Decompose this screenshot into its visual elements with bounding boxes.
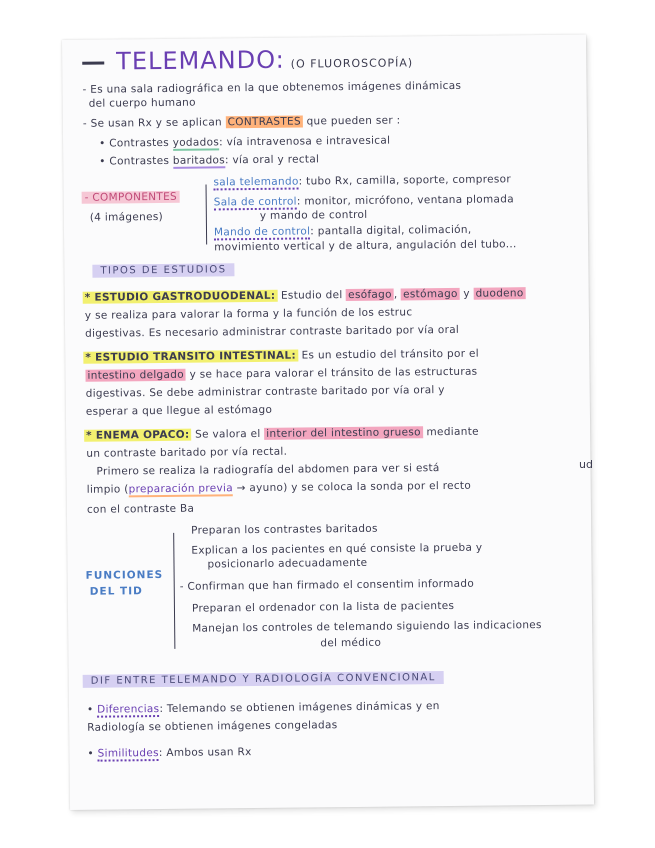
component-sala-control-cont: y mando de control bbox=[259, 208, 368, 222]
component-sala-telemando: sala telemando: tubo Rx, camilla, soporte, compresor bbox=[213, 173, 512, 189]
title-dash bbox=[82, 61, 104, 64]
similitudes-label: Similitudes bbox=[97, 747, 159, 760]
contrast-yodados: • Contrastes yodados: vía intravenosa e intravesical bbox=[99, 134, 391, 150]
component-sala-control: Sala de control: monitor, micrófono, ventana plomada bbox=[213, 193, 515, 209]
transito-line-4: esperar a que llegue al estómago bbox=[85, 403, 273, 418]
enema-line-2: un contraste baritado por vía rectal. bbox=[86, 445, 288, 460]
diferencias-line: • Diferencias: Telemando se obtienen imágenes dinámicas y en bbox=[86, 700, 440, 716]
gastro-label: * ESTUDIO GASTRODUODENAL: bbox=[84, 289, 276, 304]
transito-line-2: intestino delgado y se hace para valorar el tránsito de las estructuras bbox=[87, 365, 478, 382]
component-mando-control-cont: movimiento vertical y de altura, angulación del tubo... bbox=[214, 238, 517, 254]
enema-line-1: * ENEMA OPACO: Se valora el interior del intestino grueso mediante bbox=[86, 425, 479, 442]
funcion-4: Preparan el ordenador con la lista de pacientes bbox=[191, 599, 455, 615]
components-sublabel: (4 imágenes) bbox=[89, 210, 164, 224]
enema-label: * ENEMA OPACO: bbox=[86, 428, 190, 442]
funcion-5-cont: del médico bbox=[320, 636, 382, 650]
enema-line-3: Primero se realiza la radiografía del abdomen para ver si está bbox=[96, 462, 440, 478]
gastro-line-2: y se realiza para valorar la forma y la función de los estruc bbox=[84, 306, 413, 322]
transito-label: * ESTUDIO TRANSITO INTESTINAL: bbox=[85, 349, 297, 364]
funcion-5: Manejan los controles de telemando siguiendo las indicaciones bbox=[192, 619, 542, 635]
intro-line-3: - Se usan Rx y se aplican CONTRASTES que pueden ser : bbox=[82, 114, 401, 130]
notebook-page bbox=[62, 35, 594, 810]
funcion-2-cont: posicionarlo adecuadamente bbox=[207, 556, 368, 571]
margin-note: ud bbox=[579, 458, 593, 471]
transito-line-1: * ESTUDIO TRANSITO INTESTINAL: Es un estudio del tránsito por el bbox=[85, 347, 479, 364]
page-title: TELEMANDO: (O FLUOROSCOPÍA) bbox=[82, 44, 413, 75]
gastro-line-3: digestivas. Es necesario administrar contraste baritado por vía oral bbox=[85, 323, 460, 340]
enema-line-5: con el contraste Ba bbox=[86, 502, 195, 516]
intro-line-1: - Es una sala radiográfica en la que obtenemos imágenes dinámicas bbox=[82, 79, 462, 96]
funcion-3: - Confirman que han firmado el consentim informado bbox=[179, 577, 475, 593]
intro-line-2: del cuerpo humano bbox=[88, 96, 196, 110]
tipos-heading: TIPOS DE ESTUDIOS bbox=[92, 264, 234, 276]
enema-line-4: limpio (preparación previa → ayuno) y se coloca la sonda por el recto bbox=[86, 479, 472, 496]
transito-line-3: digestivas. Se debe administrar contraste baritado por vía oral y bbox=[85, 384, 445, 400]
contrastes-highlight: CONTRASTES bbox=[227, 115, 301, 129]
gastro-line-1: * ESTUDIO GASTRODUODENAL: Estudio del esófago , estómago y duodeno bbox=[84, 287, 524, 304]
components-brace bbox=[206, 184, 208, 244]
contrast-baritados: • Contrastes baritados: vía oral y rectal bbox=[99, 153, 320, 168]
diferencias-line-2: Radiología se obtienen imágenes congeladas bbox=[87, 719, 338, 734]
component-mando-control: Mando de control: pantalla digital, colimación, bbox=[213, 223, 472, 239]
funciones-label-1: FUNCIONES bbox=[85, 568, 164, 582]
dif-heading: DIF ENTRE TELEMANDO Y RADIOLOGÍA CONVENCIONAL bbox=[83, 672, 444, 687]
similitudes-line: • Similitudes: Ambos usan Rx bbox=[87, 746, 252, 760]
diferencias-label: Diferencias bbox=[97, 703, 160, 716]
components-label: - COMPONENTES bbox=[82, 191, 180, 204]
funcion-1: Preparan los contrastes baritados bbox=[191, 522, 378, 537]
funciones-brace bbox=[173, 533, 175, 649]
funciones-label-2: DEL TID bbox=[89, 585, 143, 598]
funcion-2: Explican a los pacientes en qué consiste la prueba y bbox=[191, 541, 483, 557]
title-subtitle: (O FLUOROSCOPÍA) bbox=[290, 56, 414, 71]
